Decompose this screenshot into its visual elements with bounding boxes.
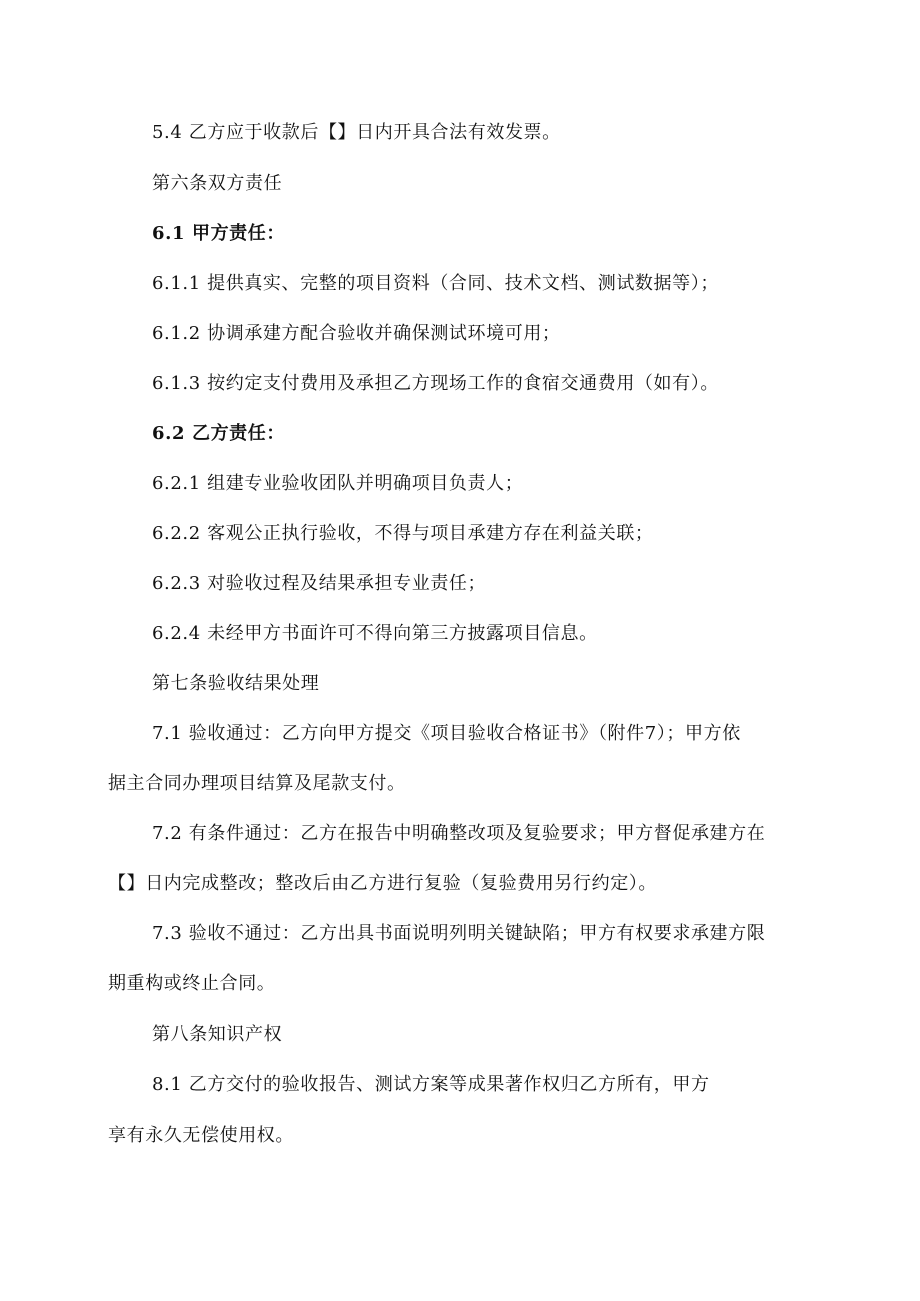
article-8-heading: 第八条知识产权: [152, 1024, 283, 1045]
clause-5-4: 5.4 乙方应于收款后【】日内开具合法有效发票。: [152, 122, 561, 143]
clause-7-1-line-2: 据主合同办理项目结算及尾款支付。: [108, 773, 406, 794]
clause-7-1-line-1: 7.1 验收通过：乙方向甲方提交《项目验收合格证书》（附件7）；甲方依: [152, 723, 741, 744]
clause-7-2-line-2: 【】日内完成整改；整改后由乙方进行复验（复验费用另行约定）。: [108, 873, 657, 894]
clause-7-2-line-1: 7.2 有条件通过：乙方在报告中明确整改项及复验要求；甲方督促承建方在: [152, 823, 766, 844]
clause-8-1-line-1: 8.1 乙方交付的验收报告、测试方案等成果著作权归乙方所有，甲方: [152, 1074, 710, 1095]
clause-7-3-line-1: 7.3 验收不通过：乙方出具书面说明列明关键缺陷；甲方有权要求承建方限: [152, 923, 766, 944]
clause-7-3-line-2: 期重构或终止合同。: [108, 973, 276, 994]
clause-8-1-line-2: 享有永久无偿使用权。: [108, 1125, 294, 1146]
clause-6-2-1: 6.2.1 组建专业验收团队并明确项目负责人；: [152, 473, 524, 494]
article-6-heading: 第六条双方责任: [152, 173, 283, 194]
clause-6-1-3: 6.1.3 按约定支付费用及承担乙方现场工作的食宿交通费用（如有）。: [152, 373, 719, 394]
clause-6-2-2: 6.2.2 客观公正执行验收，不得与项目承建方存在利益关联；: [152, 523, 654, 544]
clause-6-1-2: 6.1.2 协调承建方配合验收并确保测试环境可用；: [152, 323, 561, 344]
clause-6-1-heading: 6.1 甲方责任：: [152, 223, 285, 244]
article-7-heading: 第七条验收结果处理: [152, 673, 320, 694]
clause-6-1-1: 6.1.1 提供真实、完整的项目资料（合同、技术文档、测试数据等）；: [152, 273, 719, 294]
clause-6-2-3: 6.2.3 对验收过程及结果承担专业责任；: [152, 573, 487, 594]
clause-6-2-heading: 6.2 乙方责任：: [152, 423, 285, 444]
clause-6-2-4: 6.2.4 未经甲方书面许可不得向第三方披露项目信息。: [152, 623, 598, 644]
